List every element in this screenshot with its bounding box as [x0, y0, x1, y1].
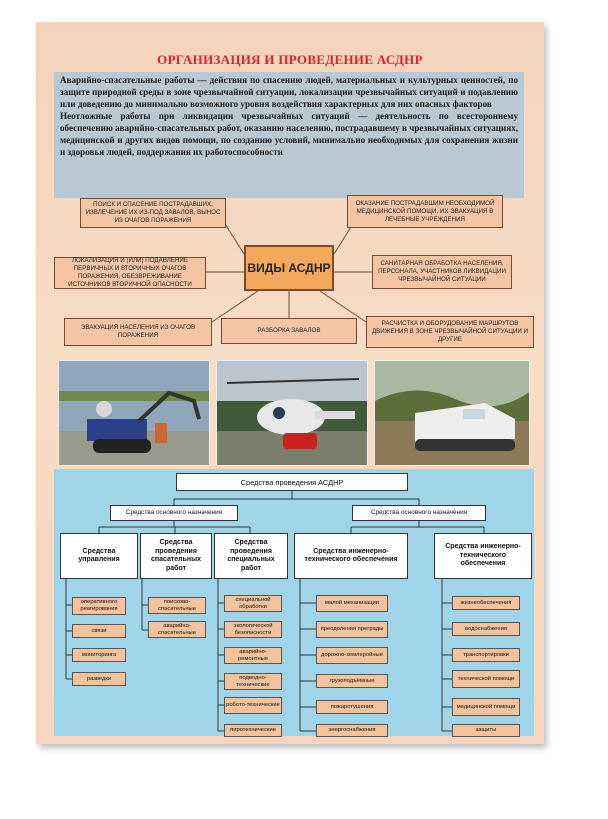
col-engineering-means-title-2: Средства инженерно-технического обеспечения: [434, 533, 532, 579]
means-header: Средства проведения АСДНР: [176, 473, 408, 491]
leaf-search-rescue: поисково-спасательные: [148, 597, 206, 614]
rescue-robot-image: [59, 361, 210, 466]
type-rubble-removal: РАЗБОРКА ЗАВАЛОВ: [221, 318, 357, 344]
helicopter-image: [217, 361, 368, 466]
leaf-firefighting: пожаротушения: [316, 700, 388, 714]
means-group-left: Средства основного назначения: [110, 505, 238, 521]
types-center-box: ВИДЫ АСДНР: [244, 245, 334, 291]
leaf-emergency-rescue: аварийно-спасательные: [148, 621, 206, 638]
leaf-special-treatment: специальной обработки: [224, 595, 282, 612]
type-route-clearing: РАСЧИСТКА И ОБОРУДОВАНИЕ МАРШРУТОВ ДВИЖЕНИЯ В ЗОНЕ ЧРЕЗВЫЧАЙНОЙ СИТУАЦИИ И ДРУГИЕ: [366, 316, 534, 348]
leaf-small-mechanization: малой механизации: [316, 595, 388, 612]
leaf-communication: связи: [72, 624, 126, 638]
photo-tracked-vehicle: [374, 360, 530, 466]
col-rescue-means-title: Средства проведения спасательных работ: [140, 533, 212, 579]
leaf-robotic: робото-технические: [224, 697, 282, 714]
leaf-water-supply: водоснабжения: [452, 622, 520, 636]
col-control-means-title: Средства управления: [60, 533, 138, 579]
leaf-operative-response: оперативного реагирования: [72, 597, 126, 615]
photo-rescue-robot: [58, 360, 210, 466]
means-group-right: Средства основного назначения: [352, 505, 486, 521]
type-evacuation: ЭВАКУАЦИЯ НАСЕЛЕНИЯ ИЗ ОЧАГОВ ПОРАЖЕНИЯ: [64, 318, 212, 346]
leaf-ecological-safety: экологической безопасности: [224, 621, 282, 638]
leaf-life-support: жизнеобеспечения: [452, 596, 520, 610]
leaf-power-supply: энергоснабжения: [316, 724, 388, 737]
photo-helicopter: [216, 360, 368, 466]
leaf-monitoring: мониторинга: [72, 648, 126, 662]
tracked-vehicle-image: [375, 361, 530, 466]
leaf-reconnaissance: разведки: [72, 672, 126, 686]
page-title: ОРГАНИЗАЦИЯ И ПРОВЕДЕНИЕ АСДНР: [157, 52, 423, 67]
leaf-protection: защиты: [452, 724, 520, 737]
poster: [36, 22, 544, 744]
definition-urgent-works: Неотложные работы при ликвидации чрезвычайных ситуаций — деятельность по всестороннему обеспечению аварийно-спасательных работ, оказанию населению, пострадавшему в чрезвычайных ситуациях, медицинской и других видов помощи, по созданию условий, минимально необходимых для сохранения жизни и здоровья людей, поддержания их работоспособности: [60, 111, 519, 157]
definition-rescue-works: Аварийно-спасательные работы — действия по спасению людей, материальных и культурных ценностей, по защите природной среды в зоне чрезвычайной ситуации, локализации чрезвычайных ситуаций и подавлению или доведению до минимально возможного уровня воздействия характерных для них опасных факторов: [60, 75, 518, 109]
type-localization: ЛОКАЛИЗАЦИЯ И (ИЛИ) ПОДАВЛЕНИЕ ПЕРВИЧНЫХ И ВТОРИЧНЫХ ОЧАГОВ ПОРАЖЕНИЯ, ОБЕЗВРЕЖИВАНИЕ ИСТОЧНИКОВ ВТОРИЧНОЙ ОПАСНОСТИ: [54, 257, 206, 289]
leaf-technical-assistance: технической помощи: [452, 670, 520, 688]
types-connector-lines: [36, 22, 544, 362]
leaf-obstacle-crossing: преодоления преграды: [316, 621, 388, 638]
leaf-road-earthmoving: дорожно-землеройные: [316, 647, 388, 664]
type-sanitary-treatment: САНИТАРНАЯ ОБРАБОТКА НАСЕЛЕНИЯ, ПЕРСОНАЛА, УЧАСТНИКОВ ЛИКВИДАЦИИ ЧРЕЗВЫЧАЙНОЙ СИТУАЦИИ: [372, 255, 512, 289]
col-engineering-means-title-1: Средства инженерно-технического обеспечения: [294, 533, 408, 579]
type-medical-help: ОКАЗАНИЕ ПОСТРАДАВШИМ НЕОБХОДИМОЙ МЕДИЦИНСКОЙ ПОМОЩИ, ИХ ЭВАКУАЦИЯ В ЛЕЧЕБНЫЕ УЧРЕЖДЕНИЯ: [347, 195, 503, 228]
col-special-means-title: Средства проведения специальных работ: [214, 533, 288, 579]
type-search-rescue: ПОИСК И СПАСЕНИЕ ПОСТРАДАВШИХ, ИЗВЛЕЧЕНИЕ ИХ ИЗ-ПОД ЗАВАЛОВ, ВЫНОС ИЗ ОЧАГОВ ПОРАЖЕНИЯ: [80, 198, 226, 228]
leaf-pyrotechnic: пиротехнические: [224, 724, 282, 737]
leaf-transportation: транспортировки: [452, 648, 520, 662]
leaf-lifting: грузоподъёмные: [316, 674, 388, 688]
leaf-medical-assistance: медицинской помощи: [452, 698, 520, 716]
means-diagram: [54, 469, 534, 736]
leaf-underwater-technical: подводно-технические: [224, 673, 282, 690]
leaf-emergency-repair: аварийно-ремонтные: [224, 647, 282, 664]
